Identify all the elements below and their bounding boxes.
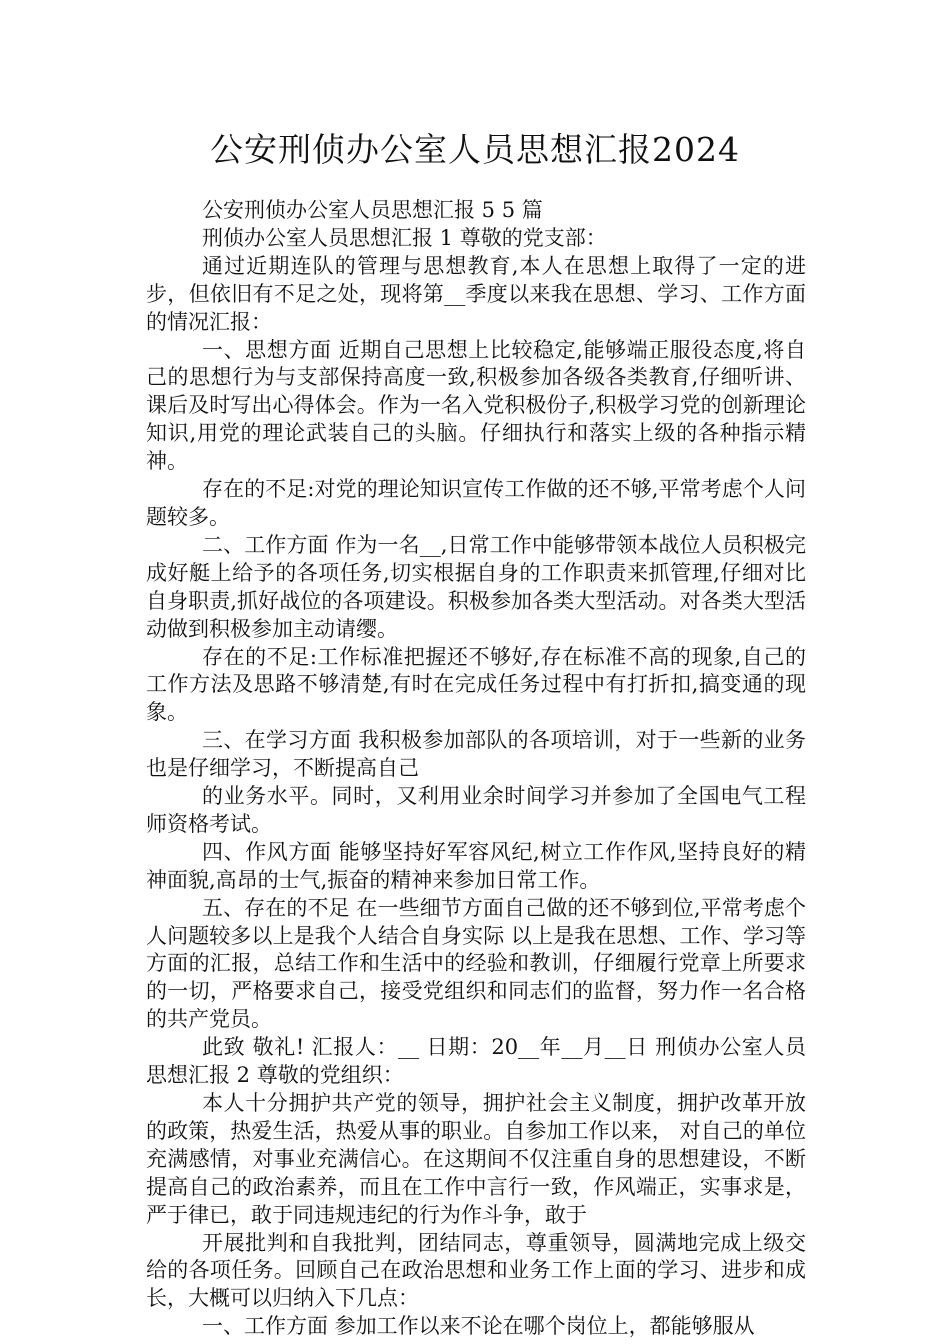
document-title: 公安刑侦办公室人员思想汇报2024 [210,130,740,169]
paragraph-work-aspect: 一、工作方面 参加工作以来不论在哪个岗位上，都能够服从 [202,1314,755,1339]
paragraph-shortcomings-summary: 五、存在的不足 在一些细节方面自己做的还不够到位,平常考虑个人问题较多以上是我个人结合自身实际 以上是我在思想、工作、学习等方面的汇报，总结工作和生活中的经验和教训，仔细履行党章上所要求的一切，严格要求自己，接受党组织和同志们的监督，努力作一名合格的共产党员。 [146,895,806,1032]
document-body [146,197,806,1341]
paragraph-intro: 通过近期连队的管理与思想教育,本人在思想上取得了一定的进步，但依旧有不足之处，现将第__季度以来我在思想、学习、工作方面的情况汇报： [146,253,806,334]
paragraph-report-1-salutation: 刑侦办公室人员思想汇报 1 尊敬的党支部： [202,225,607,250]
paragraph-style: 四、作风方面 能够坚持好军容风纪,树立工作作风,坚持良好的精神面貌,高昂的士气,振奋的精神来参加日常工作。 [146,839,806,892]
paragraph-study-continued: 的业务水平。同时，又利用业余时间学习并参加了全国电气工程师资格考试。 [146,784,806,836]
paragraph-closing-and-report-2: 此致 敬礼! 汇报人：__ 日期：20__年__月__日 刑侦办公室人员思想汇报 2 尊敬的党组织： [146,1035,806,1088]
paragraph-thought: 一、思想方面 近期自己思想上比较稳定,能够端正服役态度,将自己的思想行为与支部保持高度一致,积极参加各级各类教育,仔细听讲、课后及时写出心得体会。作为一名入党积极份子,积极学习党的创新理论知识,用党的理论武装自己的头脑。仔细执行和落实上级的各种指示精神。 [146,337,806,474]
paragraph-support: 本人十分拥护共产党的领导，拥护社会主义制度，拥护改革开放的政策，热爱生活，热爱从事的职业。自参加工作以来， 对自己的单位充满感情，对事业充满信心。在这期间不仅注重自身的思想建设，不断提高自己的政治素养，而且在工作中言行一致，作风端正，实事求是，严于律已，敢于同违规违纪的行为作斗争，敢于 [146,1091,806,1227]
paragraph-subtitle: 公安刑侦办公室人员思想汇报 5 5 篇 [202,198,543,222]
paragraph-work-shortcoming: 存在的不足:工作标准把握还不够好,存在标准不高的现象,自己的工作方法及思路不够清楚,有时在完成任务过程中有打折扣,搞变通的现象。 [146,644,806,725]
paragraph-study: 三、在学习方面 我积极参加部队的各项培训，对于一些新的业务也是仔细学习，不断提高自己 [146,728,806,781]
paragraph-work: 二、工作方面 作为一名__,日常工作中能够带领本战位人员积极完成好艇上给予的各项任务,切实根据自身的工作职责来抓管理,仔细对比自身职责,抓好战位的各项建设。积极参加各类大型活动。对各类大型活动做到积极参加主动请缨。 [146,532,806,641]
paragraph-criticism: 开展批判和自我批判，团结同志，尊重领导，圆满地完成上级交给的各项任务。回顾自己在政治思想和业务工作上面的学习、进步和成长，大概可以归纳入下几点： [146,1230,806,1311]
paragraph-thought-shortcoming: 存在的不足:对党的理论知识宣传工作做的还不够,平常考虑个人问题较多。 [146,477,806,529]
